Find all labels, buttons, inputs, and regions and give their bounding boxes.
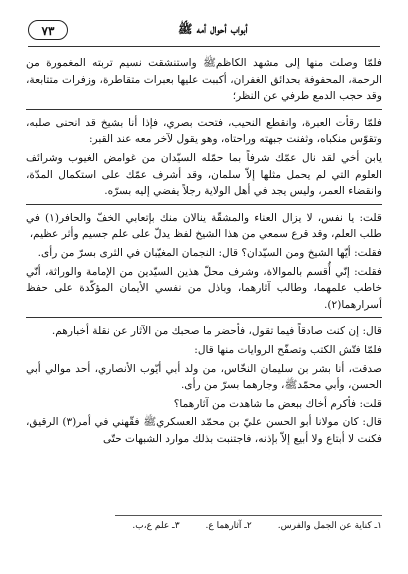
divider (26, 204, 382, 205)
paragraph: يابن أخي لقد نال عمّك شرفاً بما حمّله السيّدان من غوامض الغيوب وشرائف العلوم التي لم يحمل مثلها إلاّ سلمان، وقد أشرف عمّك على استكمال المدّة، وانقضاء العمر، وليس يجد في أهل الولاية رجلاً يفضي إليه بسرّه. (26, 151, 382, 198)
paragraph: صدقت، أنا بشر بن سليمان النخّاس، من ولد أبي أيّوب الأنصاري، أحد موالي أبي الحسن، وأبي محمّدﷺ، وجارهما بسرّ من رأى. (26, 362, 382, 392)
paragraph: فقلت: أيّها الشيخ ومن السيّدان؟ قال: النجمان المغيّبان في الثرى بسرّ من رأى. (37, 246, 382, 259)
footnote-item: ٣ـ علم ع،ب. (132, 521, 180, 531)
paragraph: قلت: فأكرم أخاك ببعض ما شاهدت من آثارهما؟ (173, 397, 382, 410)
footnote-item: ١ـ كناية عن الجمل والفرس. (277, 521, 382, 531)
paragraph: قلت: يا نفس، لا يزال العناء والمشقّة ينالان منك بإتعابي الخفّ والحافر(١) في طلب العلم، وقد قرع سمعي من هذا الشيخ لفظ يدلّ على علم جسيم وأثر عظيم، (26, 211, 382, 241)
paragraph: قال: كان مولانا أبو الحسن عليّ بن محمّد العسكريﷺ فقّهني في أمر(٣) الرقيق، فكنت لا أبتاع ولا أبيع إلاّ بإذنه، فاجتنبت بذلك موارد الشبهات حتّى (26, 416, 382, 445)
footnote-item: ٢ـ آثارهما ع. (205, 521, 252, 531)
paragraph: قال: إن كنت صادقاً فيما تقول، فأحضر ما صحبك من الآثار عن نقلة أخبارهم. (51, 325, 382, 338)
footnote-row (26, 520, 382, 532)
paragraph: فقلت: إنّي أُقسم بالموالاة، وشرف محلّ هذين السيّدين من الإمامة والوراثة، أنّي خاطب علمهما، وطالب آثارهما، وباذل من نفسي الأيمان المؤكّدة على حفظ أسرارهما(٢). (26, 265, 382, 311)
divider (26, 109, 382, 110)
divider (26, 317, 382, 318)
footnotes (26, 515, 382, 532)
header-title: أبواب أحوال أمه ﷺ (178, 22, 248, 36)
page-header (28, 20, 380, 47)
paragraph: فلمّا وصلت منها إلى مشهد الكاظمﷺ واستنشقت نسيم تربته المغمورة من الرحمة، المحفوفة بحدائق الغفران، أكببت عليها بعبرات متقاطرة، وزفرات متتابعة، وقد حجب الدمع طرفي عن النظر؛ (26, 57, 382, 103)
paragraph: فلمّا رقأت العبرة، وانقطع النحيب، فتحت بصري، فإذا أنا بشيخ قد انحنى صلبه، وتقوّس منكباه، وثفنت جبهته وراحتاه، وهو يقول لآخر معه عند القبر: (26, 116, 382, 146)
main-text (26, 55, 382, 449)
page-number-badge: ٧٣ (28, 20, 68, 40)
paragraph: فلمّا فتّش الكتب وتصفّح الروايات منها قال: (194, 343, 382, 356)
footnote-divider (115, 515, 382, 516)
